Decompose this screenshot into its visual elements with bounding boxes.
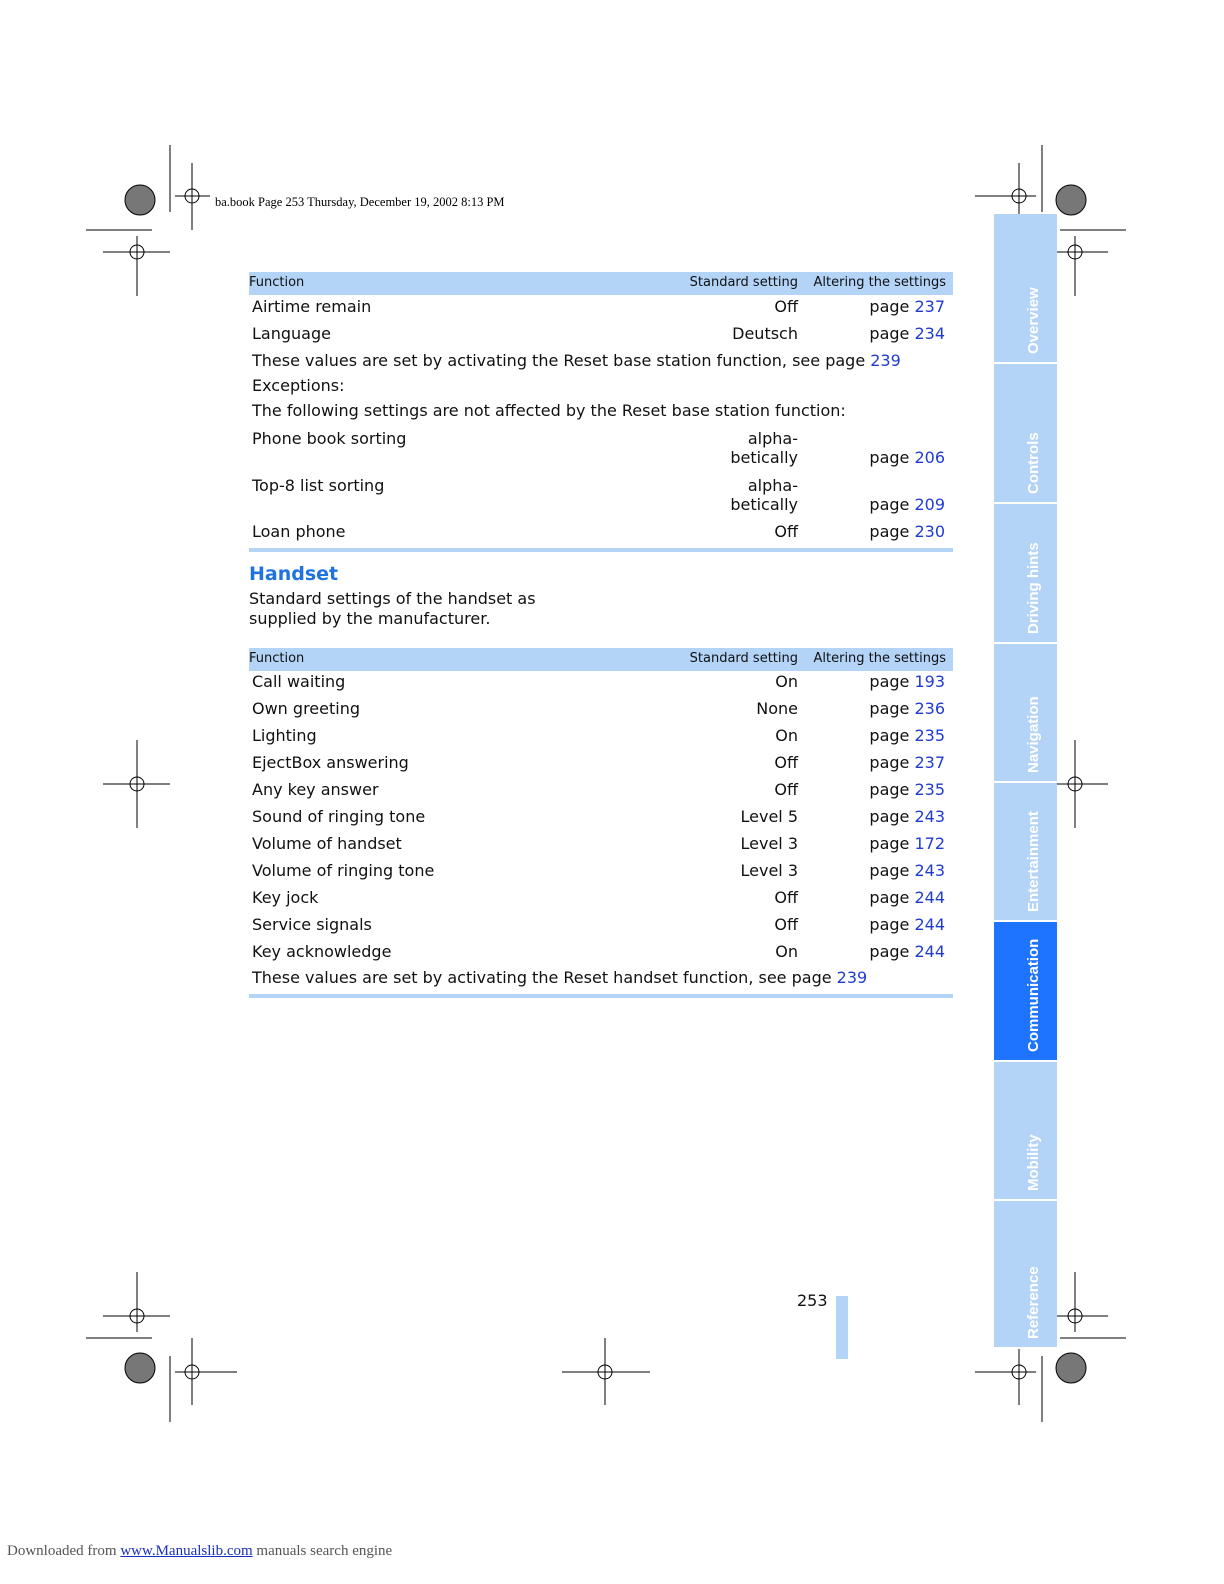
tab-overview[interactable] — [994, 214, 1057, 364]
row-standard: Level 3 — [740, 861, 798, 880]
footer-suffix: manuals search engine — [252, 1543, 393, 1559]
page-link[interactable]: 235 — [914, 726, 945, 745]
row-standard: alpha- — [747, 429, 798, 448]
exceptions-text-row — [249, 399, 953, 426]
page-prefix: page — [869, 834, 915, 853]
row-function: Call waiting — [252, 672, 346, 691]
column-function: Function — [249, 275, 305, 290]
tab-label: Communication — [1025, 938, 1042, 1052]
row-standard: Off — [774, 780, 798, 799]
column-standard: Standard setting — [689, 651, 798, 666]
tab-label: Reference — [1025, 1266, 1042, 1339]
row-standard: Off — [774, 753, 798, 772]
intro-line: supplied by the manufacturer. — [249, 609, 491, 628]
column-altering: Altering the settings — [813, 651, 946, 666]
column-function: Function — [249, 651, 305, 666]
chapter-tabs — [994, 214, 1057, 1349]
row-standard: Off — [774, 888, 798, 907]
table-row — [249, 914, 953, 941]
tab-label: Entertainment — [1025, 811, 1042, 912]
row-standard: Level 5 — [740, 807, 798, 826]
column-standard: Standard setting — [689, 275, 798, 290]
table-row — [249, 725, 953, 752]
row-function: Key jock — [252, 888, 319, 907]
page-link[interactable]: 234 — [914, 324, 945, 343]
table-row — [249, 752, 953, 779]
row-function: EjectBox answering — [252, 753, 409, 772]
table-row — [249, 520, 953, 548]
row-function: Volume of handset — [252, 834, 402, 853]
tab-controls[interactable] — [994, 364, 1057, 504]
row-function: Language — [252, 324, 331, 343]
section-intro — [249, 589, 536, 629]
row-function: Phone book sorting — [252, 429, 407, 448]
table-row — [249, 806, 953, 833]
page-link[interactable]: 172 — [914, 834, 945, 853]
table-row — [249, 779, 953, 806]
row-standard: On — [775, 672, 798, 691]
row-function: Top-8 list sorting — [252, 476, 385, 495]
row-function: Loan phone — [252, 522, 346, 541]
footer-prefix: Downloaded from — [7, 1543, 121, 1559]
table-row — [249, 671, 953, 698]
intro-line: Standard settings of the handset as — [249, 589, 536, 608]
tab-label: Overview — [1025, 287, 1042, 354]
row-standard: Off — [774, 522, 798, 541]
column-altering: Altering the settings — [813, 275, 946, 290]
table-row — [249, 941, 953, 968]
handset-settings-table — [249, 648, 953, 998]
page-prefix: page — [869, 726, 915, 745]
table-row — [249, 887, 953, 914]
page-prefix: page — [869, 699, 915, 718]
section-title: Handset — [249, 563, 339, 585]
page-prefix: page — [869, 448, 915, 467]
page-prefix: page — [869, 888, 915, 907]
page-prefix: page — [869, 672, 915, 691]
page-link[interactable]: 230 — [914, 522, 945, 541]
table-row — [249, 295, 953, 322]
page-prefix: page — [869, 942, 915, 961]
row-standard: betically — [730, 495, 798, 514]
row-function: Lighting — [252, 726, 317, 745]
reset-note — [249, 349, 953, 374]
tab-mobility[interactable] — [994, 1062, 1057, 1201]
table-row — [249, 860, 953, 887]
table-header — [249, 648, 953, 671]
table-row — [249, 426, 953, 473]
page-link[interactable]: 193 — [914, 672, 945, 691]
print-header: ba.book Page 253 Thursday, December 19, 2002 8:13 PM — [215, 195, 505, 209]
row-function: Airtime remain — [252, 297, 372, 316]
page-prefix: page — [869, 297, 915, 316]
page-link[interactable]: 244 — [914, 915, 945, 934]
page-link[interactable]: 239 — [836, 968, 868, 987]
row-function: Service signals — [252, 915, 372, 934]
page-prefix: page — [869, 780, 915, 799]
row-function: Sound of ringing tone — [252, 807, 426, 826]
reset-note — [249, 968, 953, 994]
page-link[interactable]: 236 — [914, 699, 945, 718]
page-prefix: page — [869, 522, 915, 541]
row-standard: Off — [774, 915, 798, 934]
page-number: 253 — [797, 1291, 828, 1310]
row-function: Own greeting — [252, 699, 360, 718]
row-standard: On — [775, 942, 798, 961]
tab-label: Mobility — [1025, 1134, 1042, 1191]
exceptions-text: The following settings are not affected by the Reset base station function: — [252, 401, 846, 420]
row-function: Any key answer — [252, 780, 379, 799]
page-link[interactable]: 237 — [914, 297, 945, 316]
page-link[interactable]: 244 — [914, 888, 945, 907]
tab-driving-hints[interactable] — [994, 504, 1057, 644]
page-link[interactable]: 244 — [914, 942, 945, 961]
page-link[interactable]: 209 — [914, 495, 945, 514]
row-standard: alpha- — [747, 476, 798, 495]
page-link[interactable]: 206 — [914, 448, 945, 467]
row-function: Volume of ringing tone — [252, 861, 435, 880]
exceptions-label: Exceptions: — [252, 376, 345, 395]
page-number-bar — [836, 1296, 848, 1359]
reset-note-text: These values are set by activating the Reset base station function, see page — [252, 351, 871, 370]
tab-entertainment[interactable] — [994, 783, 1057, 922]
tab-reference[interactable] — [994, 1201, 1057, 1349]
page-prefix: page — [869, 861, 915, 880]
reset-note-text: These values are set by activating the Reset handset function, see page — [252, 968, 837, 987]
page-link[interactable]: 239 — [870, 351, 901, 370]
table-bottom-rule — [249, 548, 953, 552]
page-prefix: page — [869, 915, 915, 934]
exceptions-row — [249, 374, 953, 399]
row-function: Key acknowledge — [252, 942, 392, 961]
tab-communication[interactable] — [994, 922, 1057, 1062]
table-row — [249, 473, 953, 520]
page-prefix: page — [869, 807, 915, 826]
base-station-settings-table — [249, 272, 953, 552]
page-prefix: page — [869, 495, 915, 514]
page-link[interactable]: 243 — [914, 861, 945, 880]
footer-link[interactable]: www.Manualslib.com — [120, 1543, 253, 1559]
table-row — [249, 698, 953, 725]
row-standard: betically — [730, 448, 798, 467]
table-row — [249, 322, 953, 349]
row-standard: None — [756, 699, 798, 718]
row-standard: Off — [774, 297, 798, 316]
table-header — [249, 272, 953, 295]
page-link[interactable]: 235 — [914, 780, 945, 799]
row-standard: Level 3 — [740, 834, 798, 853]
download-footer — [7, 1543, 392, 1560]
page-link[interactable]: 243 — [914, 807, 945, 826]
tab-navigation[interactable] — [994, 644, 1057, 783]
page-prefix: page — [869, 324, 915, 343]
row-standard: Deutsch — [732, 324, 798, 343]
table-row — [249, 833, 953, 860]
tab-label: Driving hints — [1025, 542, 1042, 634]
table-bottom-rule — [249, 994, 953, 998]
row-standard: On — [775, 726, 798, 745]
tab-label: Controls — [1025, 432, 1042, 494]
page-prefix: page — [869, 753, 915, 772]
page-link[interactable]: 237 — [914, 753, 945, 772]
tab-label: Navigation — [1025, 696, 1042, 773]
